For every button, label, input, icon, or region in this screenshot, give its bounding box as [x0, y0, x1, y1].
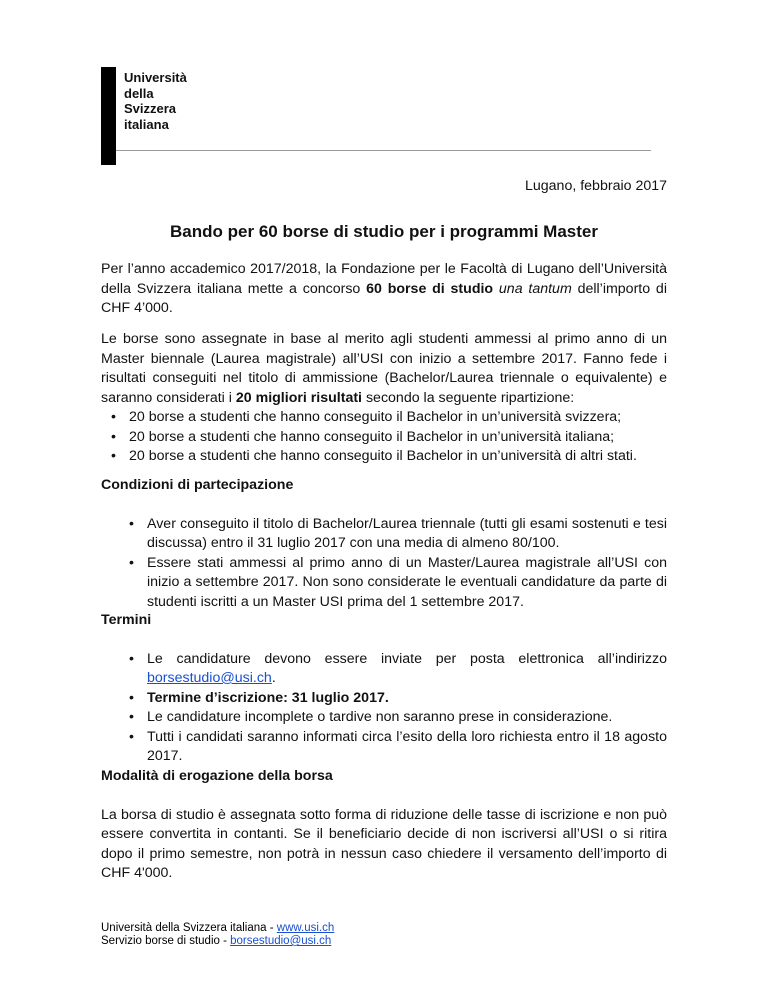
conditions-list [101, 515, 667, 613]
logo-line: della [124, 85, 154, 101]
website-link[interactable]: www.usi.ch [276, 922, 335, 934]
intro-paragraph [101, 260, 667, 319]
list-item: • Le candidature incomplete o tardive non saranno prese in considerazione. [101, 708, 667, 728]
university-logo [124, 70, 187, 132]
list-item: • Tutti i candidati saranno informati circa l’esito della loro richiesta entro il 18 agosto 2017. [101, 728, 667, 767]
terms-item-end: . [271, 670, 276, 686]
footer-text: Servizio borse di studio - [101, 935, 231, 947]
intro-section [101, 260, 667, 319]
email-link[interactable]: borsestudio@usi.ch [147, 670, 272, 686]
list-item [101, 650, 667, 689]
criteria-bold: 20 migliori risultati [235, 389, 363, 406]
list-item: • 20 borse a studenti che hanno conseguito il Bachelor in un’università di altri stati. [83, 447, 667, 467]
list-item: • Aver conseguito il titolo di Bachelor/Laurea triennale (tutti gli esami sostenuti e tesi discussa) entro il 31 luglio 2017 con una media di almeno 80/100. [101, 515, 667, 554]
intro-bold: 60 borse di studio [366, 280, 494, 297]
document-date: Lugano, febbraio 2017 [525, 178, 667, 194]
logo-bar [101, 67, 116, 165]
intro-text: Per l’anno accademico 2017/2018, la Fondazione per le Facoltà di Lugano dell’Università della Svizzera italiana mette a concorso [101, 261, 667, 297]
header-rule [116, 150, 651, 151]
payment-section [101, 767, 667, 884]
conditions-section [101, 476, 667, 612]
footer [101, 922, 334, 948]
conditions-heading: Condizioni di partecipazione [101, 477, 294, 493]
criteria-text-end: secondo la seguente ripartizione: [362, 389, 575, 406]
footer-line [101, 935, 334, 948]
distribution-list [83, 408, 667, 467]
intro-text-end: dell’importo di CHF 4’000. [101, 280, 667, 316]
document-title: Bando per 60 borse di studio per i programmi Master [170, 222, 598, 241]
criteria-text: Le borse sono assegnate in base al merito agli studenti ammessi al primo anno di un Master biennale (Laurea magistrale) all’USI con inizio a settembre 2017. Fanno fede i risultati conseguiti nel titolo di ammissione (Bachelor/Laurea triennale o equivalente) e saranno considerati i [101, 331, 667, 406]
terms-section [101, 611, 667, 767]
deadline-text: Termine d’iscrizione: 31 luglio 2017. [147, 689, 389, 706]
list-item: • Essere stati ammessi al primo anno di un Master/Laurea magistrale all’USI con inizio a settembre 2017. Non sono considerate le eventuali candidature da parte di studenti iscritti a un Master USI prima del 1 settembre 2017. [101, 554, 667, 613]
list-item: • 20 borse a studenti che hanno conseguito il Bachelor in un’università svizzera; [83, 408, 667, 428]
logo-line: Università [124, 70, 187, 85]
payment-paragraph: La borsa di studio è assegnata sotto forma di riduzione delle tasse di iscrizione e non può essere convertita in contanti. Se il beneficiario decide di non iscriversi all’USI o si ritira dopo il primo semestre, non potrà in nessun caso chiedere il versamento dell’importo di CHF 4'000. [101, 806, 667, 881]
terms-list [101, 650, 667, 767]
terms-heading: Termini [101, 612, 152, 628]
footer-line [101, 922, 334, 935]
payment-heading: Modalità di erogazione della borsa [101, 768, 333, 784]
terms-item-text: Le candidature devono essere inviate per posta elettronica all’indirizzo [147, 650, 667, 667]
criteria-section [101, 330, 667, 467]
logo-line: Svizzera [124, 101, 177, 116]
footer-email-link[interactable]: borsestudio@usi.ch [230, 935, 332, 947]
intro-italic: una tantum [498, 280, 572, 297]
logo-line: italiana [124, 116, 169, 132]
criteria-paragraph [101, 330, 667, 408]
footer-text: Università della Svizzera italiana - [101, 922, 277, 934]
list-item: • 20 borse a studenti che hanno conseguito il Bachelor in un’università italiana; [83, 428, 667, 448]
list-item [101, 689, 667, 709]
